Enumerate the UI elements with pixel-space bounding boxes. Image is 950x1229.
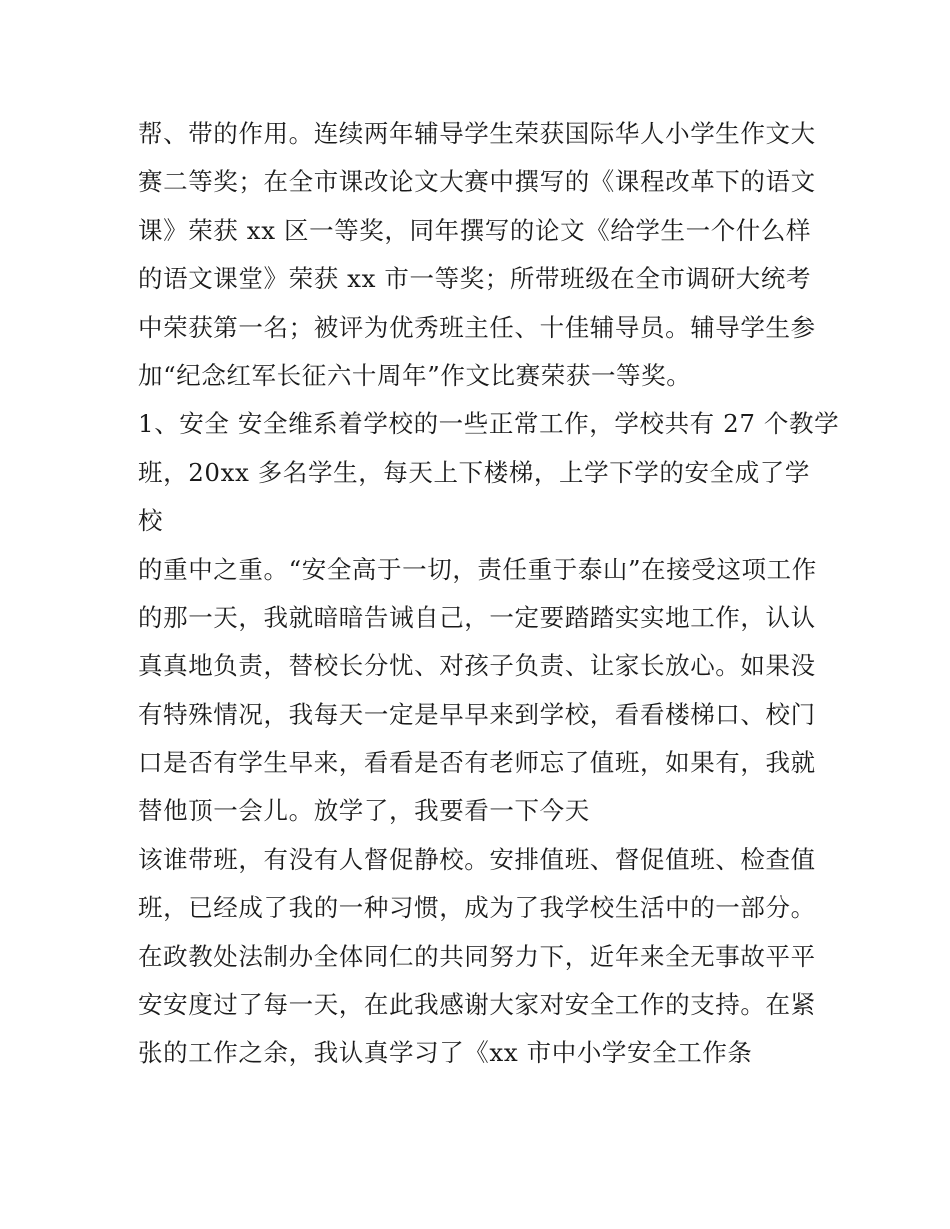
text-line: 帮、带的作用。连续两年辅导学生荣获国际华人小学生作文大	[138, 119, 816, 148]
body-text	[138, 110, 840, 1078]
text-line: 校	[138, 506, 164, 536]
text-line: 加“纪念红军长征六十周年”作文比赛荣获一等奖。	[138, 360, 692, 390]
text-line: 赛二等奖；在全市课改论文大赛中撰写的《课程改革下的语文	[138, 167, 816, 197]
text-line: 张的工作之余，我认真学习了《xx 市中小学安全工作条	[138, 1038, 753, 1068]
text-line: 班，已经成了我的一种习惯，成为了我学校生活中的一部分。	[138, 893, 816, 923]
text-line: 替他顶一会儿。放学了，我要看一下今天	[138, 796, 590, 826]
text-line: 1、安全 安全维系着学校的一些正常工作，学校共有 27 个教学	[138, 409, 840, 439]
text-line: 中荣获第一名；被评为优秀班主任、十佳辅导员。辅导学生参	[138, 312, 816, 342]
text-line: 有特殊情况，我每天一定是早早来到学校，看看楼梯口、校门	[138, 699, 816, 729]
text-line: 安安度过了每一天，在此我感谢大家对安全工作的支持。在紧	[138, 990, 816, 1020]
text-line: 真真地负责，替校长分忧、对孩子负责、让家长放心。如果没	[138, 651, 816, 681]
text-line: 该谁带班，有没有人督促静校。安排值班、督促值班、检查值	[138, 844, 816, 874]
text-line: 在政教处法制办全体同仁的共同努力下，近年来全无事故平平	[138, 941, 816, 971]
text-line: 班，20xx 多名学生，每天上下楼梯，上学下学的安全成了学	[138, 457, 810, 487]
text-line: 的那一天，我就暗暗告诫自己，一定要踏踏实实地工作，认认	[138, 602, 816, 632]
text-line: 的重中之重。“安全高于一切，责任重于泰山”在接受这项工作	[138, 554, 817, 584]
text-line: 的语文课堂》荣获 xx 市一等奖；所带班级在全市调研大统考	[138, 264, 812, 294]
text-line: 口是否有学生早来，看看是否有老师忘了值班，如果有，我就	[138, 748, 816, 778]
text-line: 课》荣获 xx 区一等奖，同年撰写的论文《给学生一个什么样	[138, 215, 812, 245]
